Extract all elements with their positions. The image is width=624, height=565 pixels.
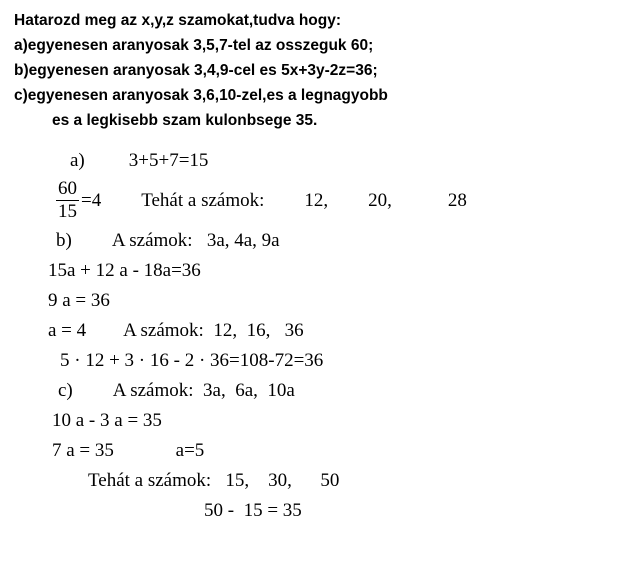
solution-b-check: 5 · 12 + 3 · 16 - 2 · 36=108-72=36 — [60, 349, 324, 371]
problem-part-c: c)egyenesen aranyosak 3,6,10-zel,es a legnagyobb — [14, 87, 388, 104]
fraction-denominator: 15 — [58, 200, 77, 222]
solution-b-line-1: 15a + 12 a - 18a=36 — [48, 259, 201, 281]
problem-statement — [0, 0, 624, 133]
fraction-equals-value: =4 — [81, 189, 102, 211]
solution-b-line-3: a = 4 A számok: 12, 16, 36 — [48, 319, 304, 341]
solution-a-fraction-line — [14, 175, 624, 225]
solution-a-label: a) — [70, 149, 85, 171]
solution-c-line-1: 10 a - 3 a = 35 — [52, 409, 162, 431]
solution-a-value-1: 12, — [304, 189, 329, 211]
problem-part-a: a)egyenesen aranyosak 3,5,7-tel az osszeguk 60; — [14, 37, 374, 54]
solution-a-sum: 3+5+7=15 — [128, 149, 209, 171]
solution-c-check: 50 - 15 = 35 — [204, 499, 302, 521]
problem-part-b: b)egyenesen aranyosak 3,4,9-cel es 5x+3y-2z=36; — [14, 62, 378, 79]
solution-a-value-2: 20, — [368, 189, 392, 211]
fraction-numerator: 60 — [58, 177, 77, 199]
solution-c-line-2: 7 a = 35 a=5 — [52, 439, 205, 461]
solution-c-first-line — [14, 375, 624, 405]
solution-a-first-line — [14, 145, 624, 175]
solution-b-line-2: 9 a = 36 — [48, 289, 110, 311]
solution-c-result: Tehát a számok: 15, 30, 50 — [88, 469, 340, 491]
solution-b-numbers: A számok: 3a, 4a, 9a — [111, 229, 280, 251]
solution-a-value-3: 28 — [447, 189, 467, 211]
problem-title: Hatarozd meg az x,y,z szamokat,tudva hogy: — [14, 12, 342, 29]
solution-c-numbers: A számok: 3a, 6a, 10a — [112, 379, 295, 401]
solution-c-label: c) — [58, 379, 73, 401]
solution-body — [0, 145, 624, 525]
solution-b-label: b) — [56, 229, 72, 251]
solution-b-first-line — [14, 225, 624, 255]
problem-part-c-continued: es a legkisebb szam kulonbsege 35. — [52, 112, 318, 129]
fraction-60-over-15 — [56, 179, 79, 222]
solution-a-result-label: Tehát a számok: — [141, 189, 265, 211]
